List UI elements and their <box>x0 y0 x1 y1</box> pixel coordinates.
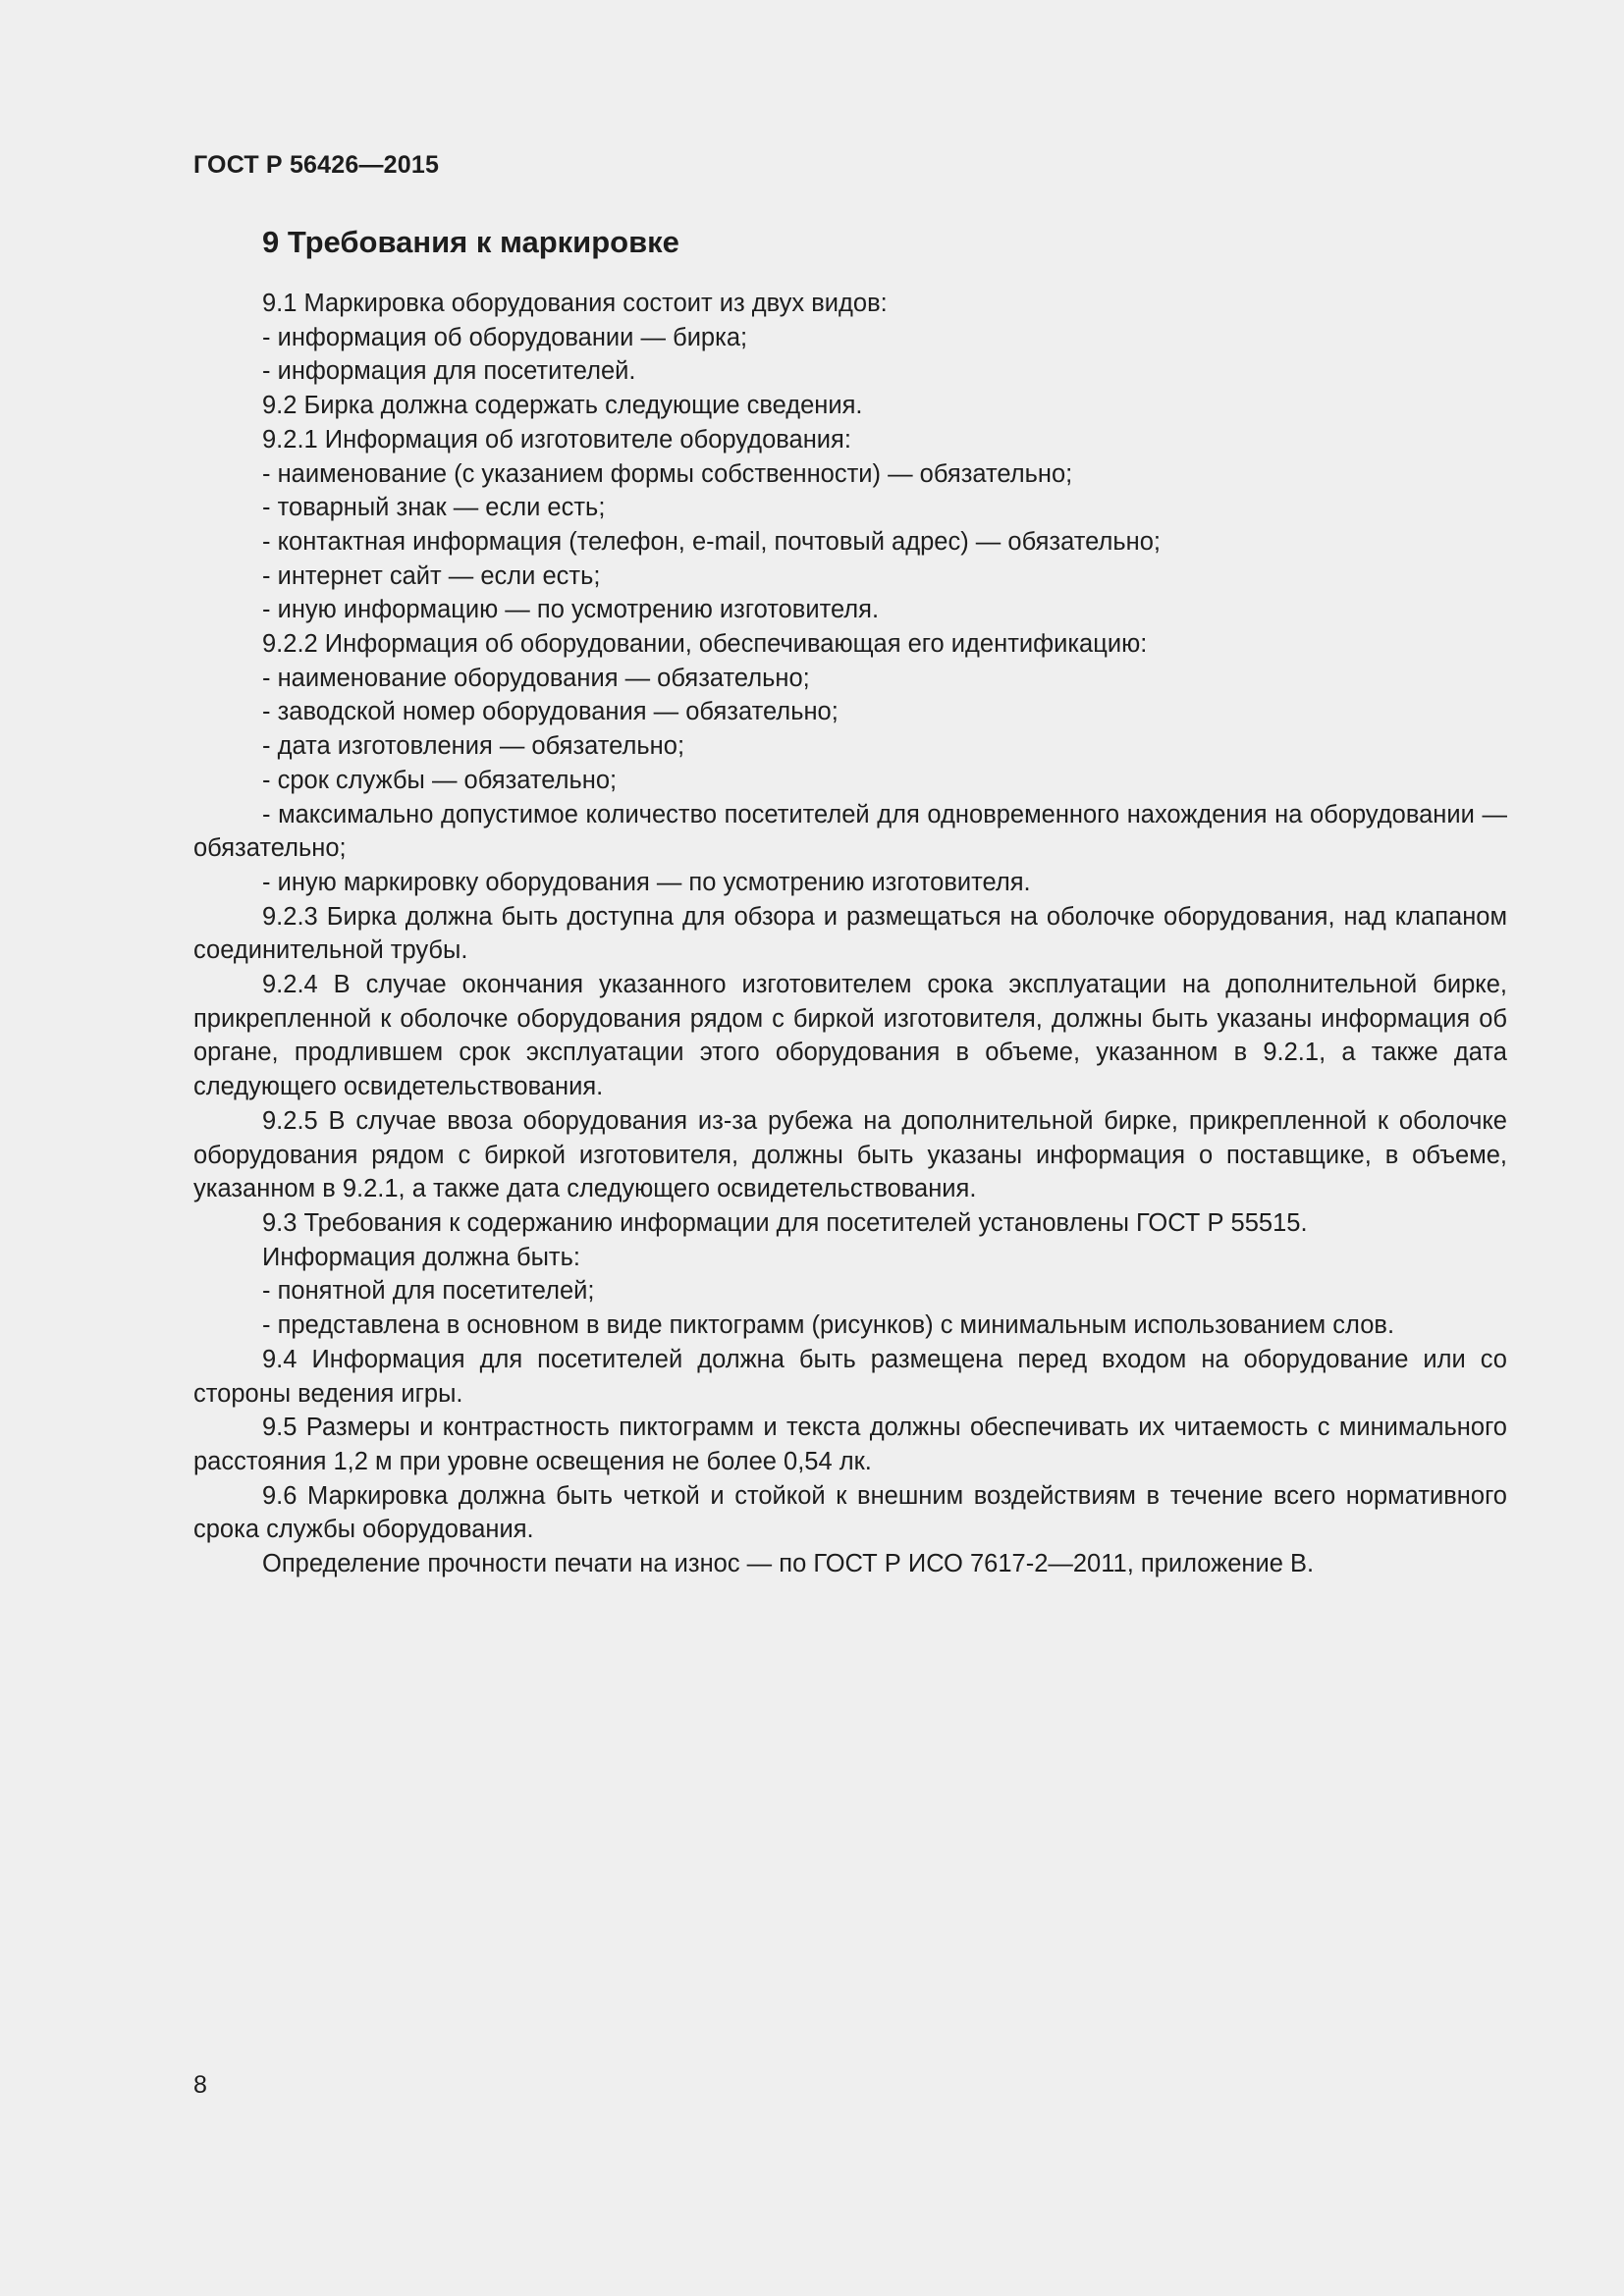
list-item-tag-info: - информация об оборудовании — бирка; <box>262 323 748 351</box>
list-item-other-info: - иную информацию — по усмотрению изготовителя. <box>262 596 880 624</box>
paragraph-info-requirements: Информация должна быть: <box>262 1243 580 1271</box>
list-item-serial-number: - заводской номер оборудования — обязательно; <box>262 698 839 726</box>
list-item-equipment-name: - наименование оборудования — обязательно; <box>262 664 810 692</box>
paragraph-9-4: 9.4 Информация для посетителей должна быть размещена перед входом на оборудование или со стороны ведения игры. <box>193 1345 1507 1408</box>
page-number: 8 <box>193 2071 207 2099</box>
list-item-visitor-info: - информация для посетителей. <box>262 357 636 386</box>
list-item-pictograms: - представлена в основном в виде пиктограмм (рисунков) с минимальным использованием слов. <box>262 1311 1395 1340</box>
paragraph-9-2-3: 9.2.3 Бирка должна быть доступна для обзора и размещаться на оболочке оборудования, над клапаном соединительной трубы. <box>193 902 1507 965</box>
section-body <box>193 287 1507 1581</box>
paragraph-9-3: 9.3 Требования к содержанию информации для посетителей установлены ГОСТ Р 55515. <box>262 1208 1308 1237</box>
paragraph-9-2-5: 9.2.5 В случае ввоза оборудования из-за рубежа на дополнительной бирке, прикрепленной к оболочке оборудования рядом с биркой изготовителя, должны быть указаны информация о поставщике, в объеме, указанном в 9.2.1, а также дата следующего освидетельствования. <box>193 1106 1507 1203</box>
paragraph-9-1: 9.1 Маркировка оборудования состоит из двух видов: <box>262 290 888 317</box>
list-item-other-marking: - иную маркировку оборудования — по усмотрению изготовителя. <box>262 868 1031 896</box>
list-item-manufacture-date: - дата изготовления — обязательно; <box>262 732 685 761</box>
document-code-header: ГОСТ Р 56426—2015 <box>193 151 440 179</box>
list-item-contacts: - контактная информация (телефон, e-mail, почтовый адрес) — обязательно; <box>262 527 1161 556</box>
list-item-trademark: - товарный знак — если есть; <box>262 494 606 522</box>
paragraph-9-2: 9.2 Бирка должна содержать следующие сведения. <box>262 392 863 420</box>
list-item-website: - интернет сайт — если есть; <box>262 561 601 590</box>
paragraph-9-6: 9.6 Маркировка должна быть четкой и стойкой к внешним воздействиям в течение всего нормативного срока службы оборудования. <box>193 1481 1507 1544</box>
paragraph-9-2-1: 9.2.1 Информация об изготовителе оборудования: <box>262 425 851 454</box>
list-item-understandable: - понятной для посетителей; <box>262 1277 595 1306</box>
list-item-service-life: - срок службы — обязательно; <box>262 766 618 794</box>
list-item-max-visitors: - максимально допустимое количество посетителей для одновременного нахождения на оборудовании — обязательно; <box>193 800 1507 863</box>
list-item-name: - наименование (с указанием формы собственности) — обязательно; <box>262 459 1073 488</box>
paragraph-9-5: 9.5 Размеры и контрастность пиктограмм и текста должны обеспечивать их читаемость с минимального расстояния 1,2 м при уровне освещения не более 0,54 лк. <box>193 1414 1507 1475</box>
section-title: 9 Требования к маркировке <box>262 225 679 259</box>
paragraph-9-2-4: 9.2.4 В случае окончания указанного изготовителем срока эксплуатации на дополнительной бирке, прикрепленной к оболочке оборудования рядом с биркой изготовителя, должны быть указаны информация об органе, продлившем срок эксплуатации этого оборудования в объеме, указанном в 9.2.1, а также дата следующего освидетельствования. <box>193 971 1507 1101</box>
paragraph-print-durability: Определение прочности печати на износ — по ГОСТ Р ИСО 7617-2—2011, приложение В. <box>262 1550 1315 1578</box>
paragraph-9-2-2: 9.2.2 Информация об оборудовании, обеспечивающая его идентификацию: <box>262 630 1148 659</box>
